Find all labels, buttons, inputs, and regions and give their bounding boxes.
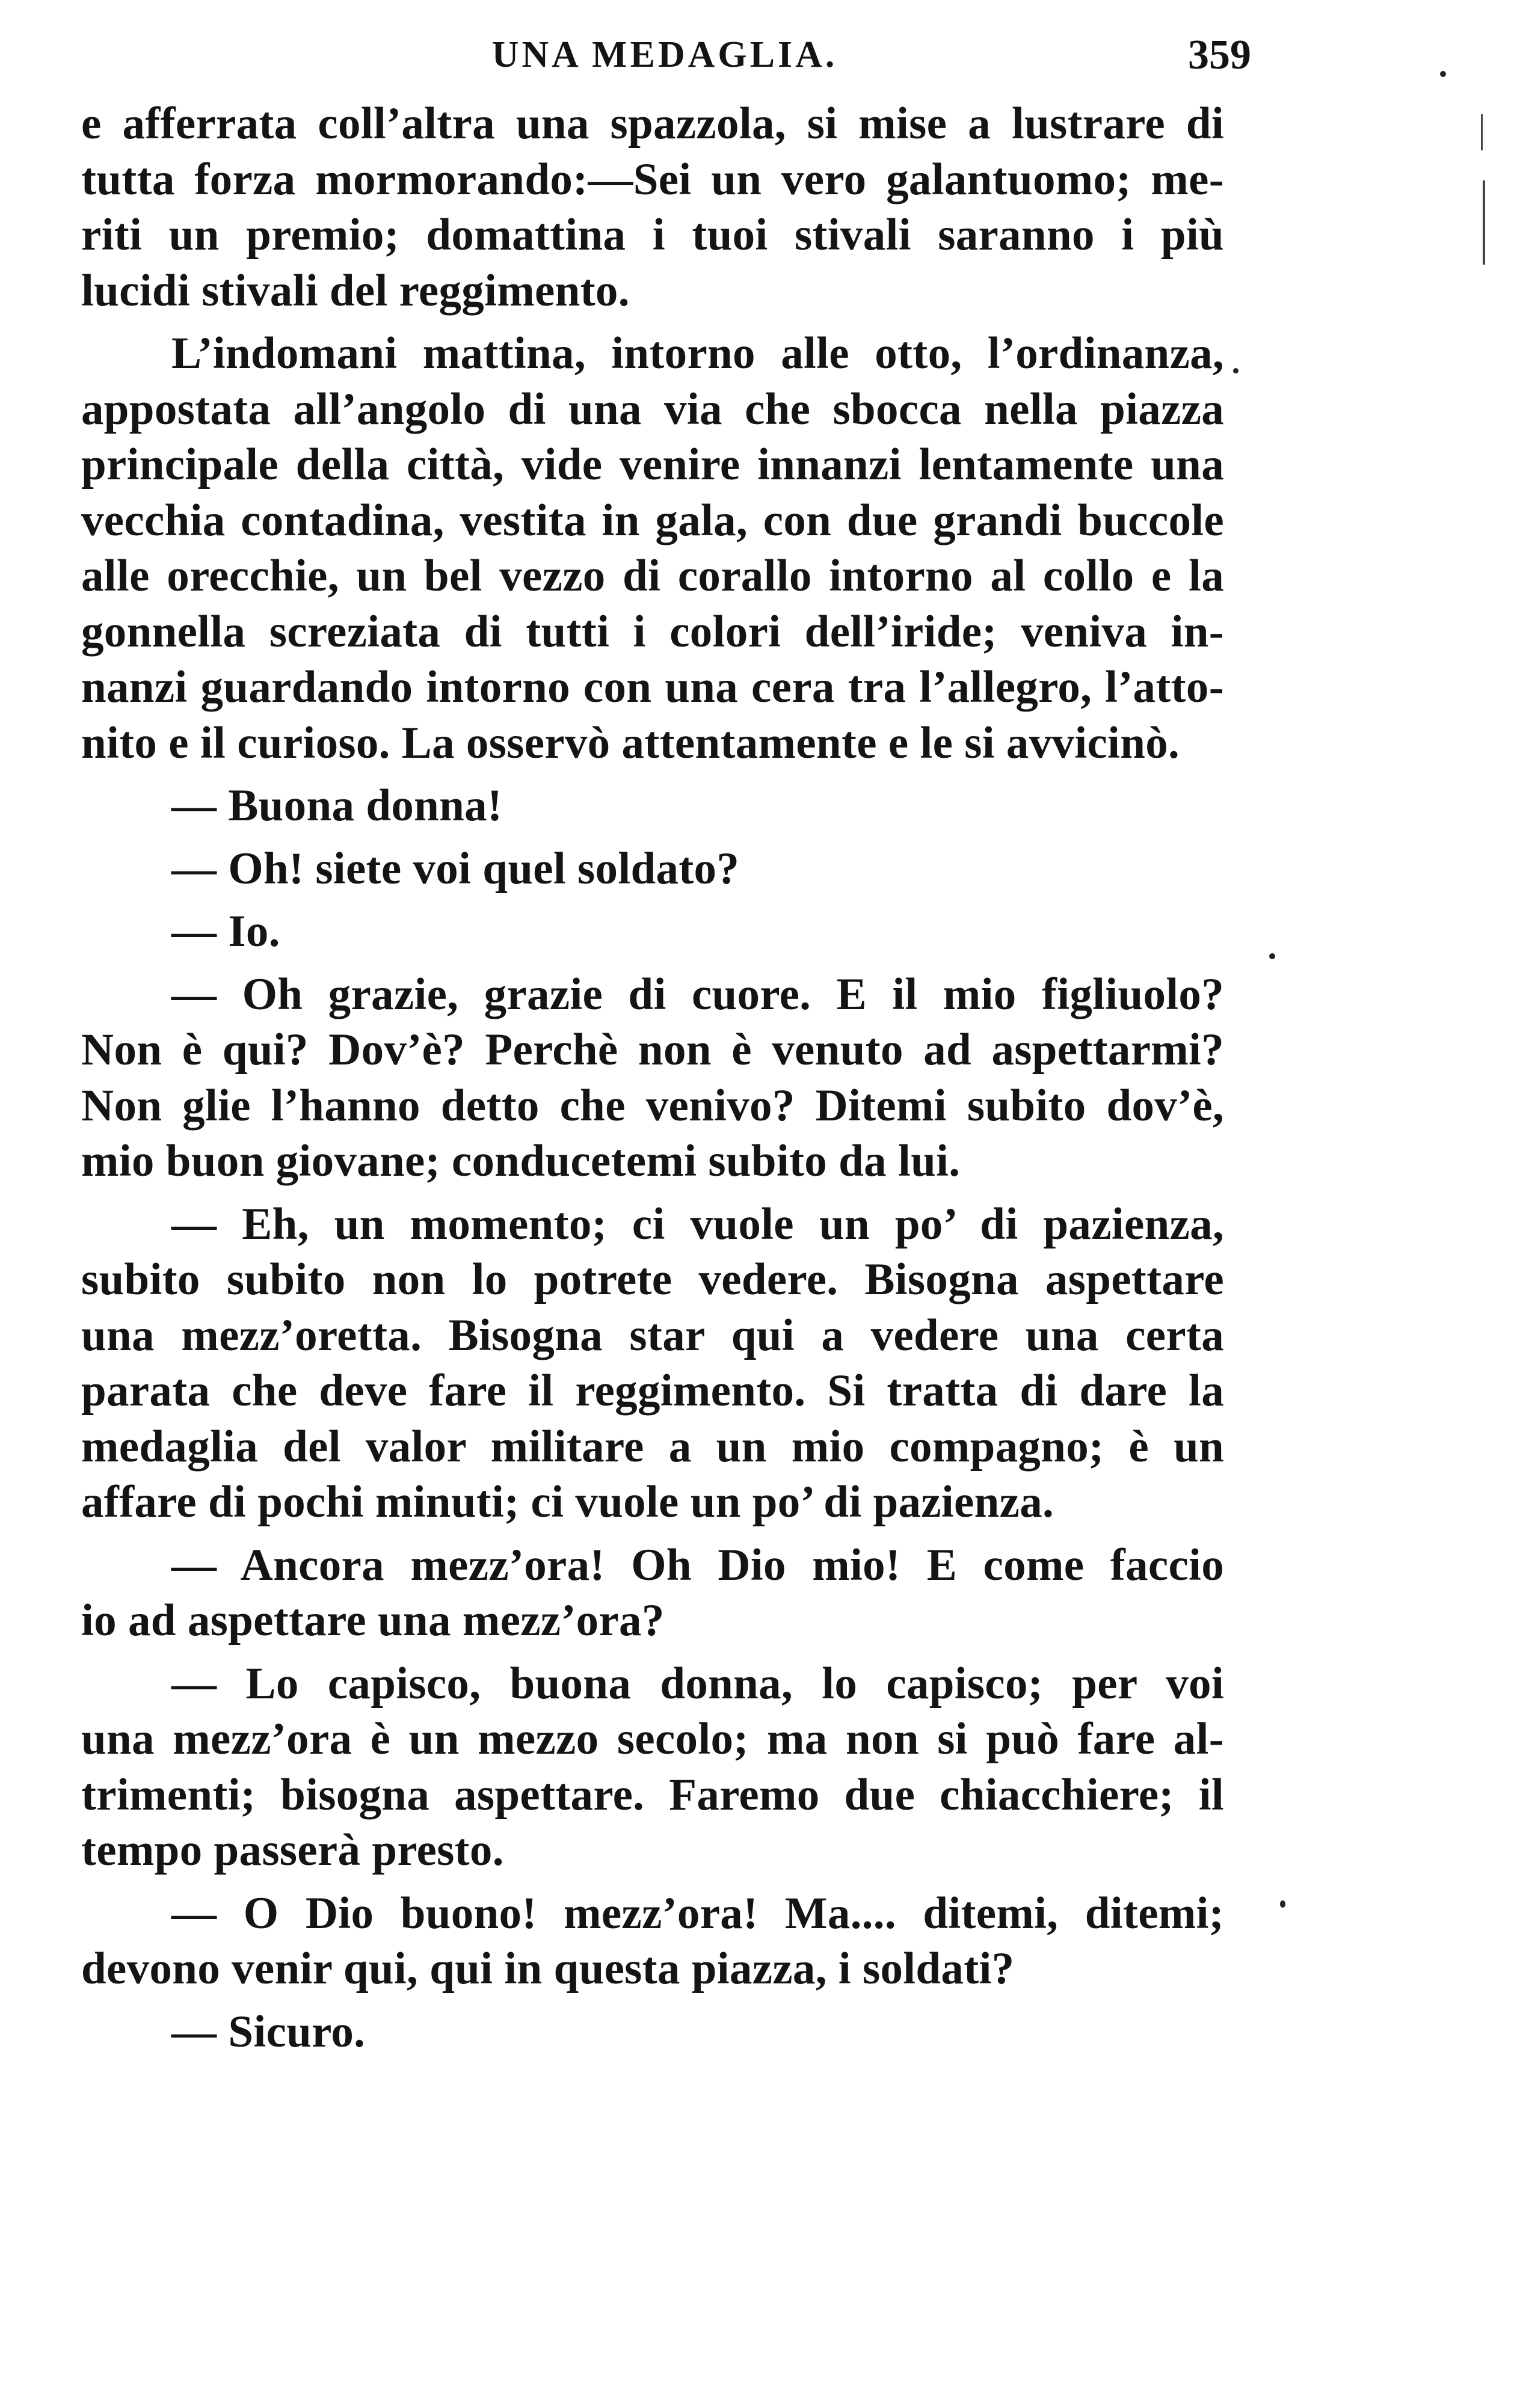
text-line: Non glie l’hanno detto che venivo? Ditemi subito dov’è, [81,1080,1224,1131]
text-line: — Oh grazie, grazie di cuore. E il mio figliuolo? [171,969,1224,1019]
text-line: affare di pochi minuti; ci vuole un po’ di pazienza. [81,1477,1054,1527]
paragraph [81,1886,1224,1997]
text-line: — Lo capisco, buona donna, lo capisco; per voi [171,1658,1224,1709]
paragraph [81,904,1224,960]
paragraph [81,841,1224,897]
text-line: alle orecchie, un bel vezzo di corallo intorno al collo e la [81,551,1224,601]
paragraph-gap [81,897,1224,904]
text-line: devono venir qui, qui in questa piazza, i soldati? [81,1944,1015,1994]
paragraph-gap [81,319,1224,326]
text-line: appostata all’angolo di una via che sbocca nella piazza [81,384,1224,434]
text-line: nito e il curioso. La osservò attentamente e le si avvicinò. [81,717,1180,768]
paragraph-gap [81,1997,1224,2004]
text-line: gonnella screziata di tutti i colori dell’iride; veniva in- [81,606,1224,657]
paragraph [81,96,1224,319]
text-line: — Ancora mezz’ora! Oh Dio mio! E come faccio [171,1540,1224,1590]
text-line: una mezz’oretta. Bisogna star qui a vedere una certa [81,1310,1224,1360]
edge-mark [1483,180,1485,265]
paragraph [81,1656,1224,1879]
scan-speck [1269,953,1275,959]
text-line: mio buon giovane; conducetemi subito da lui. [81,1136,961,1186]
text-line: vecchia contadina, vestita in gala, con due grandi buccole [81,495,1224,545]
text-line: Non è qui? Dov’è? Perchè non è venuto ad aspettarmi? [81,1025,1224,1075]
text-line: una mezz’ora è un mezzo secolo; ma non si può fare al- [81,1714,1224,1764]
paragraph-gap [81,1190,1224,1197]
text-line: e afferrata coll’altra una spazzola, si mise a lustrare di [81,99,1224,149]
page-number: 359 [1188,32,1251,78]
paragraph [81,326,1224,771]
paragraph-gap [81,1879,1224,1886]
scan-speck [1280,1900,1285,1908]
paragraph-gap [81,1531,1224,1538]
text-line: — Oh! siete voi quel soldato? [171,843,740,894]
text-line: medaglia del valor militare a un mio compagno; è un [81,1421,1224,1472]
paragraph-gap [81,834,1224,841]
text-line: io ad aspettare una mezz’ora? [81,1596,665,1645]
paragraph-gap [81,771,1224,778]
text-line: lucidi stivali del reggimento. [81,265,630,316]
text-line: tempo passerà presto. [81,1825,504,1875]
text-line: — Io. [171,906,280,956]
paragraph [81,2004,1224,2060]
paragraph [81,967,1224,1190]
paragraph [81,778,1224,834]
paragraph [81,1197,1224,1531]
text-line: nanzi guardando intorno con una cera tra l’allegro, l’atto- [81,662,1224,712]
text-line: — Eh, un momento; ci vuole un po’ di pazienza, [171,1199,1224,1249]
text-line: L’indomani mattina, intorno alle otto, l’ordinanza, [171,328,1224,378]
paragraph [81,1538,1224,1649]
text-line: — O Dio buono! mezz’ora! Ma.... ditemi, ditemi; [171,1888,1224,1938]
paragraph-gap [81,1649,1224,1656]
edge-mark [1481,114,1483,150]
text-line: — Buona donna! [171,781,503,831]
running-title: UNA MEDAGLIA. [491,34,838,75]
text-line: riti un premio; domattina i tuoi stivali saranno i più [81,210,1224,260]
scan-speck [1440,71,1446,77]
running-head [78,34,1251,88]
text-line: principale della città, vide venire innanzi lentamente una [81,440,1224,490]
text-line: trimenti; bisogna aspettare. Faremo due chiacchiere; il [81,1769,1224,1820]
text-line: subito subito non lo potrete vedere. Bisogna aspettare [81,1255,1224,1304]
scan-speck [1233,368,1239,373]
text-line: — Sicuro. [171,2006,366,2057]
text-body [81,96,1224,2060]
paragraph-gap [81,960,1224,967]
text-line: tutta forza mormorando:—Sei un vero galantuomo; me- [81,154,1224,204]
text-line: parata che deve fare il reggimento. Si tratta di dare la [81,1366,1224,1416]
